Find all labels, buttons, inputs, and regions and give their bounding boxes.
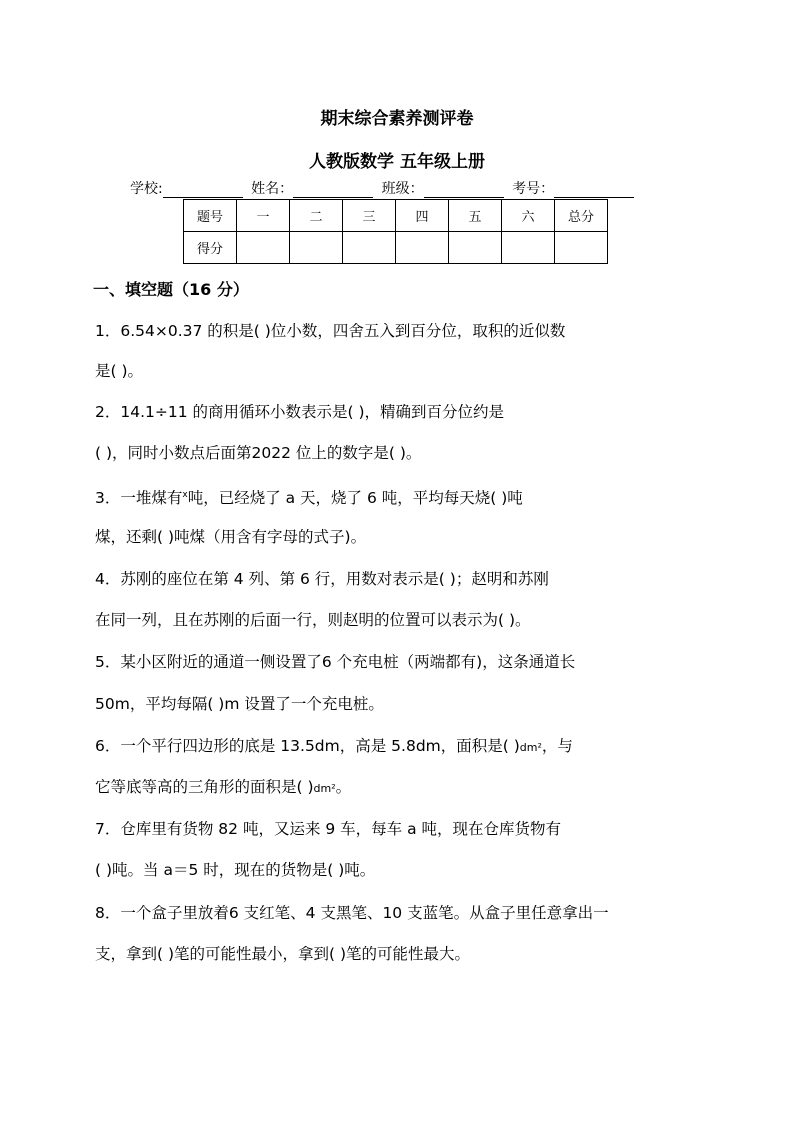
header-cell: 一 — [237, 200, 290, 232]
header-cell: 六 — [502, 200, 555, 232]
score-table-header-row — [184, 200, 608, 232]
question-6-text-b: ，与 — [541, 737, 573, 755]
header-cell: 二 — [290, 200, 343, 232]
score-table — [183, 199, 608, 264]
score-cell[interactable] — [237, 232, 290, 264]
score-cell[interactable] — [449, 232, 502, 264]
score-cell[interactable] — [555, 232, 608, 264]
page-title: 期末综合素养测评卷 — [320, 109, 474, 129]
score-cell[interactable] — [396, 232, 449, 264]
school-blank[interactable] — [163, 183, 243, 198]
question-7-line-1: 7．仓库里有货物 82 吨，又运来 9 车，每车 a 吨，现在仓库货物有 — [95, 820, 562, 838]
question-2-line-1: 2．14.1÷11 的商用循环小数表示是( )，精确到百分位约是 — [95, 403, 505, 421]
header-cell: 五 — [449, 200, 502, 232]
unit-dm2: dm² — [313, 782, 336, 795]
question-6-text-a: 6．一个平行四边形的底是 13.5dm，高是 5.8dm，面积是( ) — [95, 737, 520, 755]
name-blank[interactable] — [293, 183, 373, 198]
question-3-line-2: 煤，还剩( )吨煤（用含有字母的式子)。 — [95, 528, 367, 546]
header-cell: 三 — [343, 200, 396, 232]
question-6-text-c: 它等底等高的三角形的面积是( ) — [95, 778, 314, 796]
question-6-line-1 — [95, 736, 705, 758]
student-info-line — [130, 178, 670, 198]
question-2-line-2: ( )，同时小数点后面第2022 位上的数字是( )。 — [95, 444, 422, 462]
question-8-line-1: 8．一个盒子里放着6 支红笔、4 支黑笔、10 支蓝笔。从盒子里任意拿出一 — [95, 904, 609, 922]
variable-x: x — [182, 490, 188, 500]
question-8-line-2: 支，拿到( )笔的可能性最小，拿到( )笔的可能性最大。 — [95, 945, 471, 963]
name-label: 姓名： — [251, 181, 294, 197]
class-blank[interactable] — [424, 183, 504, 198]
class-label: 班级： — [381, 181, 424, 197]
exam-no-blank[interactable] — [554, 183, 634, 198]
header-cell: 总分 — [555, 200, 608, 232]
question-4-line-1: 4．苏刚的座位在第 4 列、第 6 行，用数对表示是( )；赵明和苏刚 — [95, 570, 549, 588]
score-cell[interactable] — [290, 232, 343, 264]
score-cell[interactable] — [502, 232, 555, 264]
question-6-line-2 — [95, 777, 705, 799]
header-cell: 题号 — [184, 200, 237, 232]
question-6-text-d: 。 — [335, 778, 352, 796]
unit-dm2: dm² — [519, 741, 542, 754]
exam-no-label: 考号： — [512, 181, 555, 197]
score-cell[interactable] — [343, 232, 396, 264]
page-subtitle: 人教版数学 五年级上册 — [309, 152, 485, 172]
question-7-line-2: ( )吨。当 a＝5 时，现在的货物是( )吨。 — [95, 861, 376, 879]
question-3-text-a: 3．一堆煤有 — [95, 489, 183, 508]
question-4-line-2: 在同一列，且在苏刚的后面一行，则赵明的位置可以表示为( )。 — [95, 611, 531, 629]
question-3-text-b: 吨，已经烧了 a 天，烧了 6 吨，平均每天烧( )吨 — [187, 489, 523, 508]
score-row-label: 得分 — [184, 232, 237, 264]
question-5-line-2: 50m，平均每隔( )m 设置了一个充电桩。 — [95, 695, 384, 713]
header-cell: 四 — [396, 200, 449, 232]
section-heading: 一、填空题（16 分） — [93, 280, 249, 299]
score-table-score-row — [184, 232, 608, 264]
question-1-line-2: 是( )。 — [95, 362, 144, 380]
question-5-line-1: 5．某小区附近的通道一侧设置了6 个充电桩（两端都有)，这条通道长 — [95, 653, 576, 671]
school-label: 学校: — [130, 181, 163, 197]
question-1-line-1: 1．6.54×0.37 的积是( )位小数，四舍五入到百分位，取积的近似数 — [95, 322, 566, 340]
question-3-line-1 — [95, 485, 705, 508]
